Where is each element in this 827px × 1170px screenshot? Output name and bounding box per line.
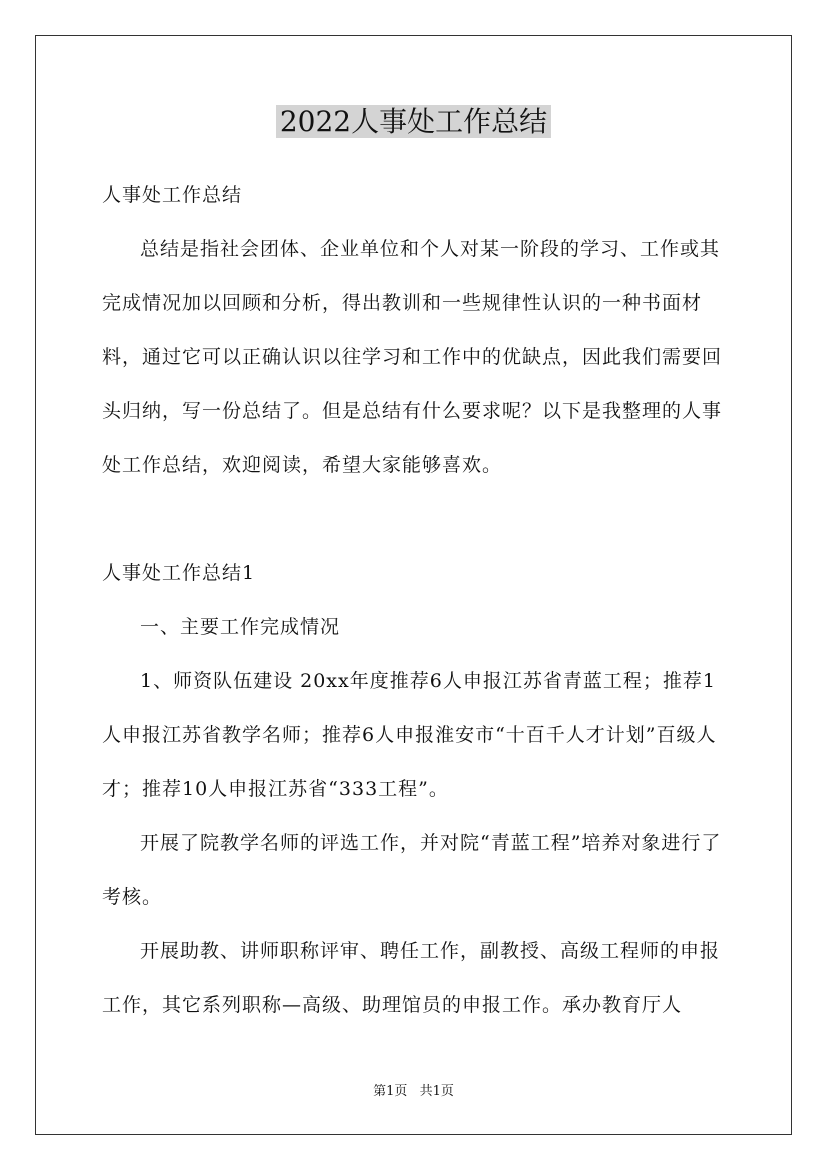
body-paragraph: 开展助教、讲师职称评审、聘任工作，副教授、高级工程师的申报工作，其它系列职称—高级、助理馆员的申报工作。承办教育厅人 (102, 940, 721, 1016)
page-number: 第1页 (373, 1084, 408, 1099)
subsection-heading: 一、主要工作完成情况 (140, 616, 341, 638)
subtitle: 人事处工作总结 (102, 184, 243, 206)
body-paragraph: 1、师资队伍建设 20xx年度推荐6人申报江苏省青蓝工程；推荐1人申报江苏省教学名师；推荐6人申报淮安市“十百千人才计划”百级人才；推荐10人申报江苏省“333工程”。 (102, 670, 717, 800)
title-text: 2022人事处工作总结 (276, 105, 551, 138)
document-body (102, 168, 727, 1032)
body-paragraph: 开展了院教学名师的评选工作，并对院“青蓝工程”培养对象进行了考核。 (102, 832, 722, 908)
intro-paragraph: 总结是指社会团体、企业单位和个人对某一阶段的学习、工作或其完成情况加以回顾和分析，得出教训和一些规律性认识的一种书面材料，通过它可以正确认识以往学习和工作中的优缺点，因此我们需要回头归纳，写一份总结了。但是总结有什么要求呢？以下是我整理的人事处工作总结，欢迎阅读，希望大家能够喜欢。 (102, 238, 723, 476)
page-footer (0, 1082, 827, 1102)
section-heading: 人事处工作总结1 (102, 562, 256, 584)
document-title (0, 100, 827, 144)
section-spacer (102, 492, 727, 546)
page-total: 共1页 (419, 1084, 454, 1099)
